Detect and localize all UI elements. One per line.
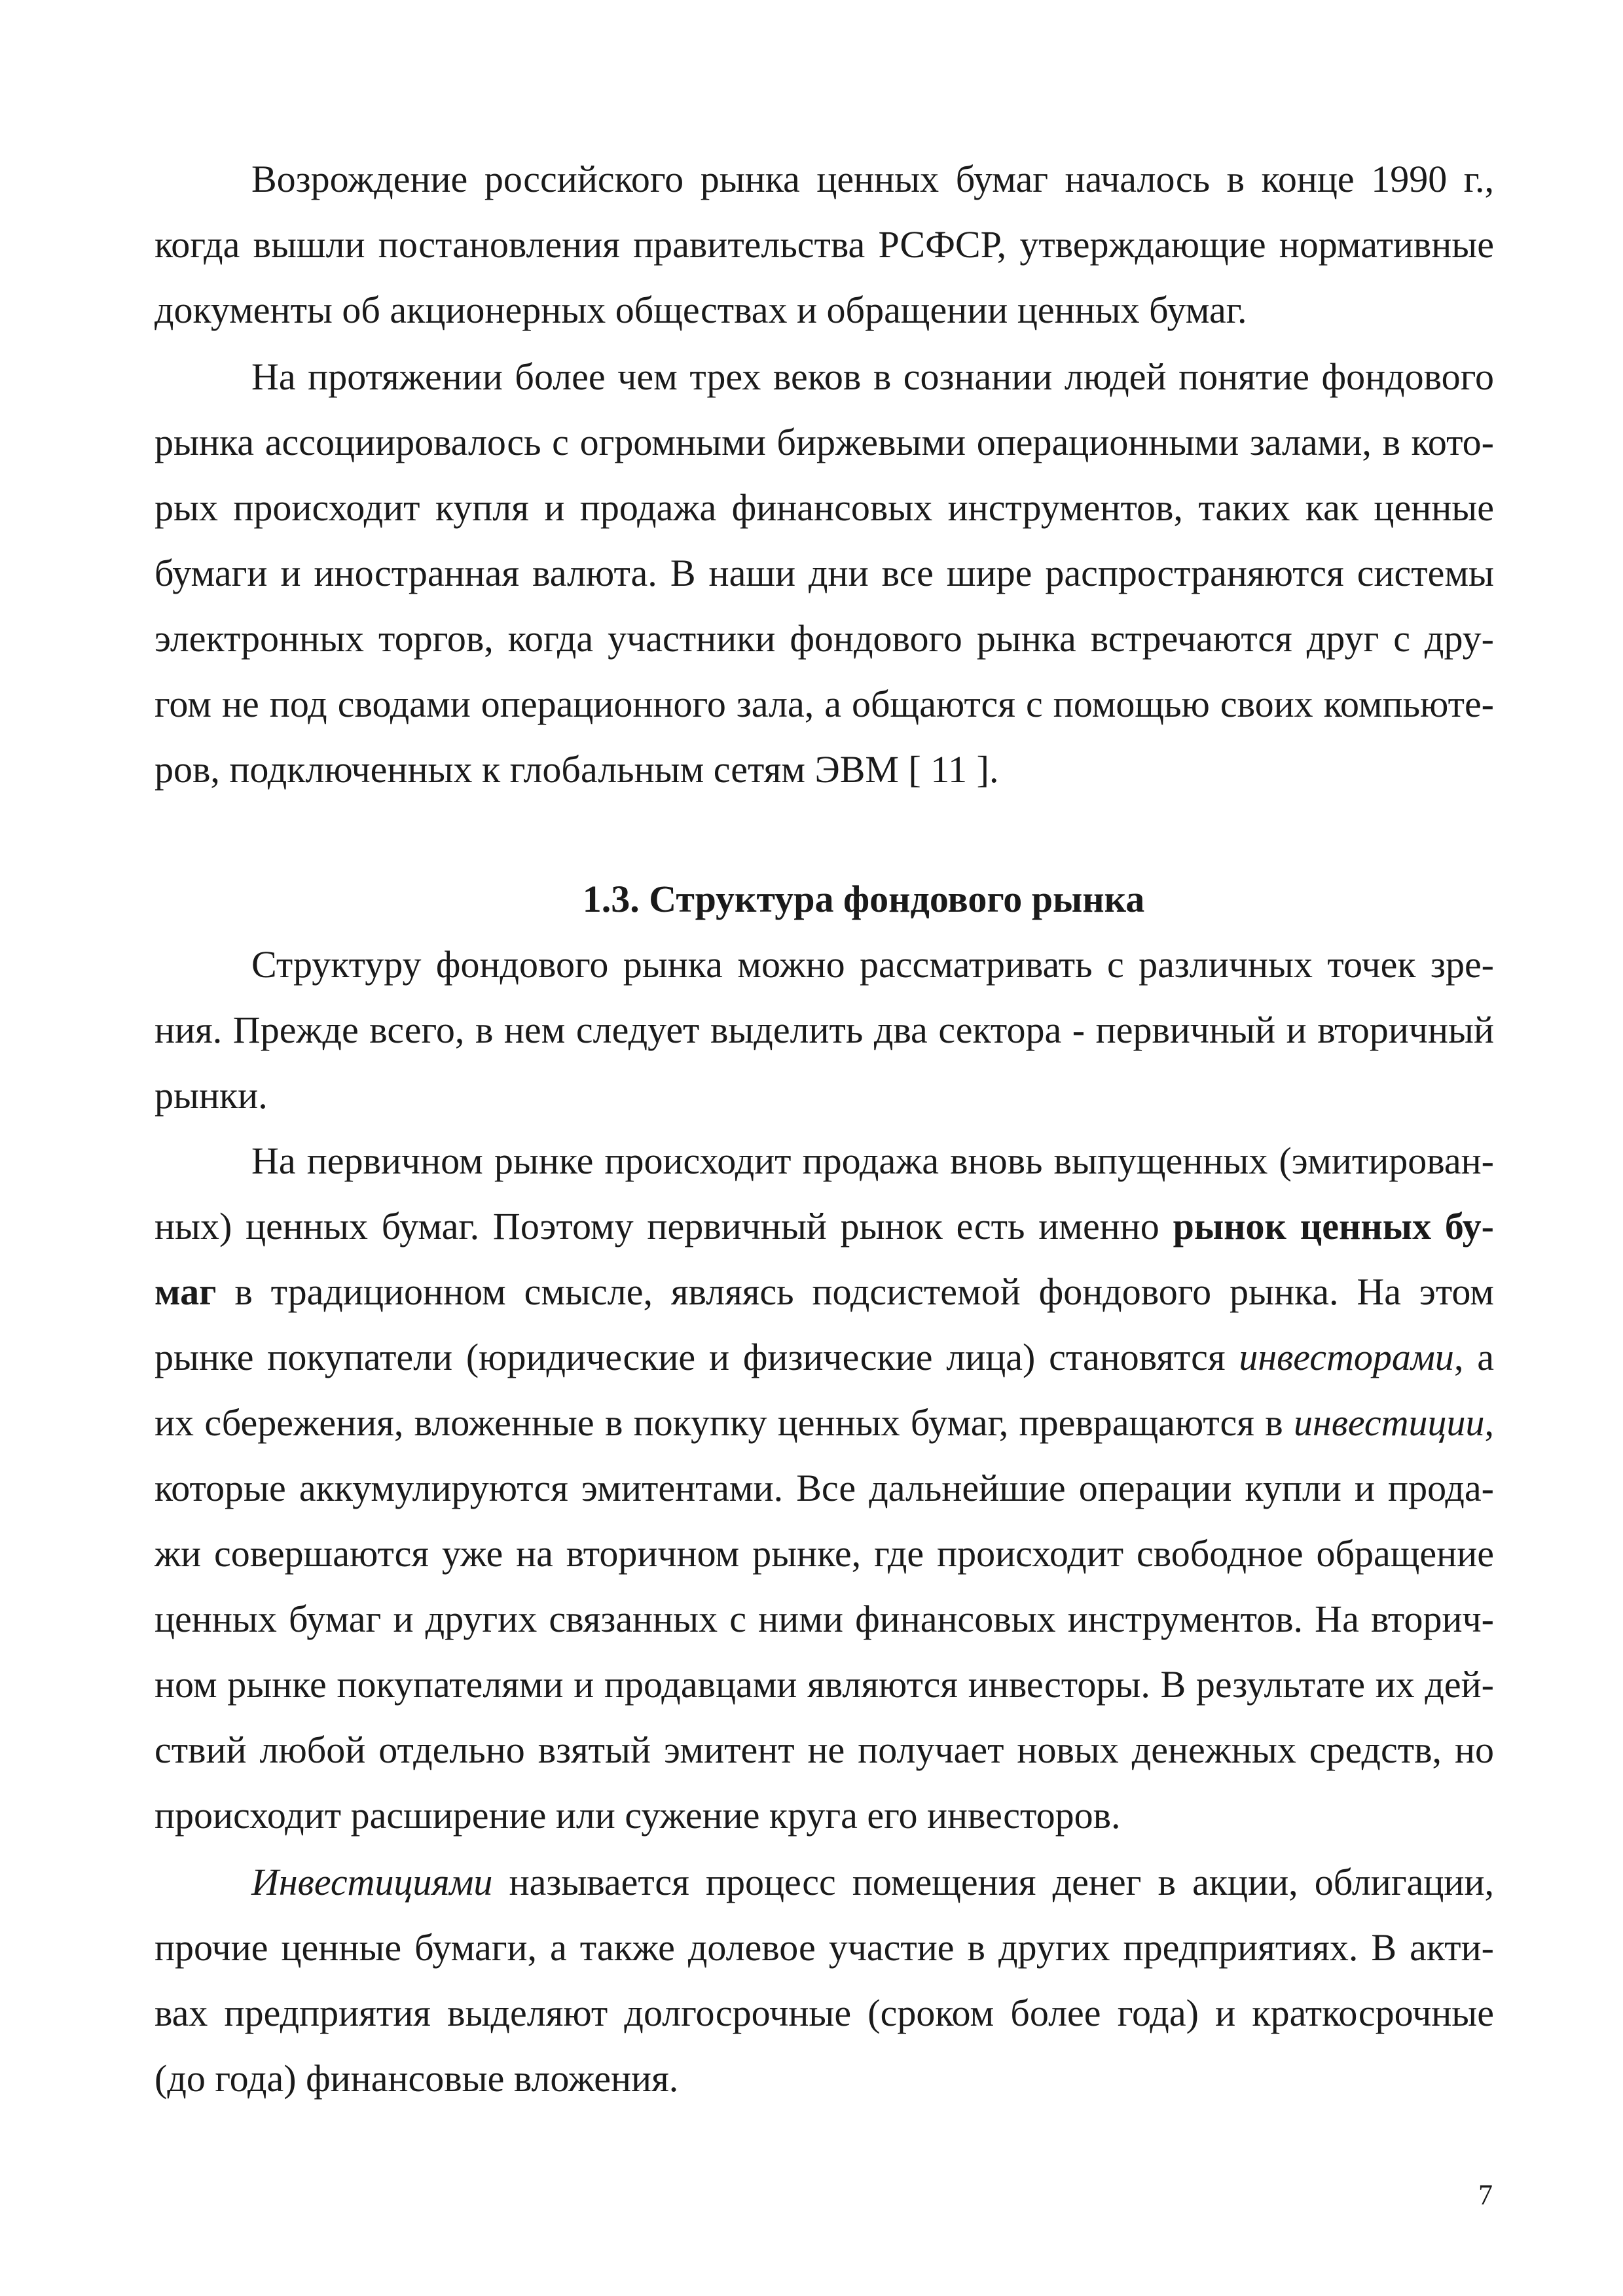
paragraph-structure: [155, 932, 1494, 1128]
text-line: ствий любой отдельно взятый эмитент не получает новых денежных средств, но: [155, 1729, 1494, 1771]
text-line: документы об акционерных обществах и обращении ценных бумаг.: [155, 289, 1247, 331]
page-number: 7: [1478, 2179, 1493, 2211]
text-run: называется процесс помещения денег в акции, облигации,: [492, 1861, 1494, 1903]
text-line: прочие ценные бумаги, а также долевое участие в других предприятиях. В акти-: [155, 1926, 1494, 1969]
text-run: ,: [1484, 1401, 1494, 1444]
text-line: [155, 1325, 1494, 1390]
text-line: бумаги и иностранная валюта. В наши дни все шире распространяются системы: [155, 552, 1494, 594]
text-line: ния. Прежде всего, в нем следует выделить два сектора - первичный и вторичный: [155, 1009, 1494, 1051]
text-line: рынка ассоциировалось с огромными биржевыми операционными залами, в кото-: [155, 421, 1494, 463]
text-line: ров, подключенных к глобальным сетям ЭВМ [ 11 ].: [155, 748, 999, 791]
text-line: Возрождение российского рынка ценных бумаг началось в конце 1990 г.,: [251, 158, 1494, 200]
text-line: гом не под сводами операционного зала, а общаются с помощью своих компьюте-: [155, 683, 1494, 725]
text-line: электронных торгов, когда участники фондового рынка встречаются друг с дру-: [155, 617, 1494, 660]
text-line: На протяжении более чем трех веков в сознании людей понятие фондового: [251, 355, 1494, 398]
text-line: Структуру фондового рынка можно рассматривать с различных точек зре-: [251, 943, 1494, 986]
section-heading: 1.3. Структура фондового рынка: [582, 878, 1145, 920]
text-line: рых происходит купля и продажа финансовых инструментов, таких как ценные: [155, 486, 1494, 529]
text-line: когда вышли постановления правительства РСФСР, утверждающие нормативные: [155, 223, 1494, 266]
text-line: рынки.: [155, 1074, 268, 1117]
text-line: вах предприятия выделяют долгосрочные (сроком более года) и краткосрочные: [155, 1992, 1494, 2034]
text-line: [155, 1194, 1494, 1259]
text-run: ных) ценных бумаг. Поэтому первичный рынок есть именно: [155, 1205, 1173, 1247]
text-run: , а: [1453, 1336, 1494, 1378]
paragraph-investments: [155, 1850, 1494, 2111]
text-line: На первичном рынке происходит продажа вновь выпущенных (эмитирован-: [251, 1139, 1494, 1182]
text-line: происходит расширение или сужение круга его инвесторов.: [155, 1794, 1121, 1837]
text-run: в традиционном смысле, являясь подсистемой фондового рынка. На этом: [216, 1270, 1494, 1313]
italic-term: инвестиции: [1293, 1401, 1485, 1444]
italic-term: Инвестициями: [251, 1861, 493, 1903]
text-line: [155, 1390, 1494, 1456]
text-line: [155, 1259, 1494, 1325]
text-line: ном рынке покупателями и продавцами являются инвесторы. В результате их дей-: [155, 1663, 1494, 1706]
text-line: (до года) финансовые вложения.: [155, 2057, 679, 2100]
paragraph-history: [155, 344, 1494, 802]
text-line: ценных бумаг и других связанных с ними финансовых инструментов. На вторич-: [155, 1598, 1494, 1640]
text-run: рынке покупатели (юридические и физические лица) становятся: [155, 1336, 1239, 1378]
text-line: которые аккумулируются эмитентами. Все дальнейшие операции купли и прода-: [155, 1467, 1494, 1509]
italic-term: инвесторами: [1239, 1336, 1454, 1378]
bold-term: рынок ценных бу-: [1173, 1205, 1494, 1247]
text-run: их сбережения, вложенные в покупку ценных бумаг, превращаются в: [155, 1401, 1294, 1444]
text-line: [155, 1850, 1494, 1915]
text-line: жи совершаются уже на вторичном рынке, где происходит свободное обращение: [155, 1532, 1494, 1575]
bold-term: маг: [155, 1270, 217, 1313]
paragraph-revival: [155, 147, 1494, 343]
paragraph-primary-market: [155, 1128, 1494, 1848]
